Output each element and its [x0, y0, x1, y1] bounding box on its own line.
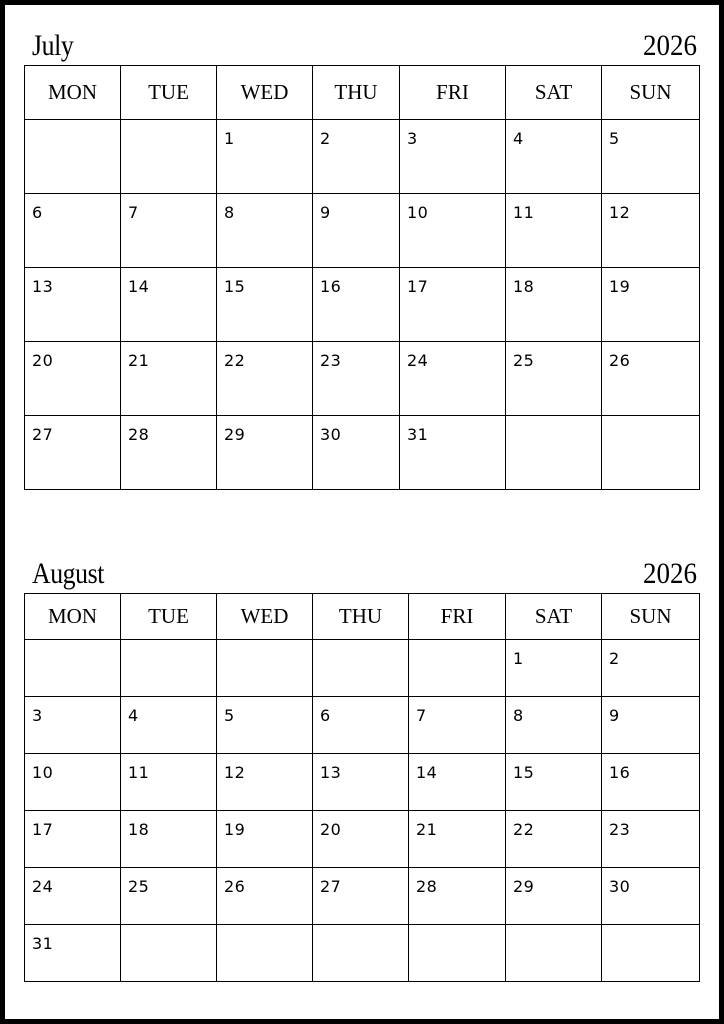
day-number: 13 — [320, 763, 342, 782]
weekday-thu: THU — [313, 66, 400, 120]
day-number: 9 — [609, 706, 620, 725]
empty-day-cell — [602, 416, 700, 490]
day-cell — [217, 868, 313, 925]
day-cell — [217, 120, 313, 194]
day-number: 20 — [320, 820, 342, 839]
day-cell — [506, 754, 602, 811]
calendar-page — [5, 5, 719, 1019]
empty-day-cell — [121, 120, 217, 194]
week-row — [25, 868, 700, 925]
day-cell — [400, 194, 506, 268]
day-number — [121, 120, 216, 129]
week-row — [25, 811, 700, 868]
weekday-fri: FRI — [400, 66, 506, 120]
day-cell — [121, 811, 217, 868]
day-number: 16 — [320, 277, 342, 296]
month-header — [24, 553, 699, 593]
day-cell — [602, 120, 700, 194]
day-number: 29 — [513, 877, 535, 896]
empty-day-cell — [602, 925, 700, 982]
day-cell — [25, 868, 121, 925]
day-cell — [506, 868, 602, 925]
day-number: 20 — [32, 351, 54, 370]
day-number — [25, 120, 120, 129]
day-number: 15 — [224, 277, 246, 296]
day-cell — [121, 268, 217, 342]
week-row — [25, 416, 700, 490]
day-number — [217, 640, 312, 649]
day-cell — [313, 697, 409, 754]
month-year: 2026 — [643, 29, 697, 62]
empty-day-cell — [217, 925, 313, 982]
day-number — [602, 925, 699, 934]
day-number: 12 — [224, 763, 246, 782]
weekday-fri: FRI — [409, 594, 506, 640]
empty-day-cell — [506, 925, 602, 982]
day-number: 21 — [416, 820, 438, 839]
empty-day-cell — [217, 640, 313, 697]
day-number: 19 — [224, 820, 246, 839]
day-cell — [121, 194, 217, 268]
weekday-sat: SAT — [506, 66, 602, 120]
day-cell — [506, 268, 602, 342]
day-cell — [602, 268, 700, 342]
day-cell — [217, 342, 313, 416]
day-number: 17 — [407, 277, 429, 296]
day-number: 14 — [128, 277, 150, 296]
weekday-mon: MON — [25, 594, 121, 640]
empty-day-cell — [313, 640, 409, 697]
day-cell — [313, 754, 409, 811]
day-number: 3 — [32, 706, 43, 725]
day-number: 4 — [128, 706, 139, 725]
day-number: 9 — [320, 203, 331, 222]
day-number: 18 — [513, 277, 535, 296]
day-number: 15 — [513, 763, 535, 782]
day-number — [409, 640, 505, 649]
day-number: 11 — [513, 203, 535, 222]
day-number: 7 — [416, 706, 427, 725]
day-number: 2 — [609, 649, 620, 668]
day-cell — [409, 697, 506, 754]
day-cell — [313, 416, 400, 490]
month-header — [24, 25, 699, 65]
day-cell — [602, 697, 700, 754]
week-row — [25, 697, 700, 754]
month-july — [24, 25, 699, 490]
day-cell — [25, 811, 121, 868]
day-cell — [121, 416, 217, 490]
empty-day-cell — [121, 925, 217, 982]
day-cell — [217, 697, 313, 754]
weekday-sun: SUN — [602, 66, 700, 120]
day-cell — [217, 416, 313, 490]
weekday-mon: MON — [25, 66, 121, 120]
day-number: 5 — [609, 129, 620, 148]
day-cell — [409, 754, 506, 811]
day-number — [313, 640, 408, 649]
day-cell — [400, 120, 506, 194]
day-cell — [400, 416, 506, 490]
empty-day-cell — [409, 925, 506, 982]
day-number: 7 — [128, 203, 139, 222]
day-cell — [217, 194, 313, 268]
day-number: 10 — [32, 763, 54, 782]
day-number: 28 — [128, 425, 150, 444]
day-cell — [121, 342, 217, 416]
day-number — [313, 925, 408, 934]
month-grid — [24, 65, 700, 490]
day-cell — [217, 268, 313, 342]
day-cell — [506, 640, 602, 697]
day-number: 30 — [609, 877, 631, 896]
week-row — [25, 342, 700, 416]
week-row — [25, 925, 700, 982]
empty-day-cell — [506, 416, 602, 490]
day-cell — [506, 342, 602, 416]
day-cell — [409, 868, 506, 925]
day-number: 24 — [407, 351, 429, 370]
month-grid — [24, 593, 700, 982]
day-number: 21 — [128, 351, 150, 370]
day-cell — [313, 342, 400, 416]
week-row — [25, 120, 700, 194]
weekday-header-row — [25, 66, 700, 120]
day-number: 13 — [32, 277, 54, 296]
month-title: July — [32, 29, 74, 62]
weekday-wed: WED — [217, 66, 313, 120]
day-cell — [602, 194, 700, 268]
empty-day-cell — [409, 640, 506, 697]
day-number: 28 — [416, 877, 438, 896]
day-cell — [506, 194, 602, 268]
day-number: 8 — [513, 706, 524, 725]
day-number: 26 — [609, 351, 631, 370]
week-row — [25, 754, 700, 811]
day-number: 23 — [320, 351, 342, 370]
day-cell — [313, 868, 409, 925]
day-cell — [25, 268, 121, 342]
day-number: 8 — [224, 203, 235, 222]
day-number: 14 — [416, 763, 438, 782]
weekday-tue: TUE — [121, 594, 217, 640]
day-cell — [409, 811, 506, 868]
weekday-sat: SAT — [506, 594, 602, 640]
day-cell — [506, 697, 602, 754]
day-cell — [313, 120, 400, 194]
day-number: 17 — [32, 820, 54, 839]
empty-day-cell — [121, 640, 217, 697]
day-number: 2 — [320, 129, 331, 148]
day-number — [506, 925, 601, 934]
empty-day-cell — [25, 120, 121, 194]
day-number: 3 — [407, 129, 418, 148]
day-number: 24 — [32, 877, 54, 896]
weekday-wed: WED — [217, 594, 313, 640]
day-number: 6 — [32, 203, 43, 222]
day-cell — [602, 640, 700, 697]
day-number: 23 — [609, 820, 631, 839]
day-number: 6 — [320, 706, 331, 725]
day-number — [409, 925, 505, 934]
day-cell — [400, 268, 506, 342]
day-number: 19 — [609, 277, 631, 296]
day-number: 29 — [224, 425, 246, 444]
weekday-tue: TUE — [121, 66, 217, 120]
day-cell — [25, 416, 121, 490]
day-number: 1 — [513, 649, 524, 668]
day-cell — [313, 194, 400, 268]
weekday-header-row — [25, 594, 700, 640]
day-number — [506, 416, 601, 425]
weekday-sun: SUN — [602, 594, 700, 640]
day-number: 26 — [224, 877, 246, 896]
day-number: 25 — [513, 351, 535, 370]
day-number: 30 — [320, 425, 342, 444]
weekday-thu: THU — [313, 594, 409, 640]
empty-day-cell — [25, 640, 121, 697]
week-row — [25, 194, 700, 268]
day-number — [121, 640, 216, 649]
empty-day-cell — [313, 925, 409, 982]
day-cell — [602, 868, 700, 925]
day-number: 12 — [609, 203, 631, 222]
day-number: 5 — [224, 706, 235, 725]
day-number: 25 — [128, 877, 150, 896]
day-number: 1 — [224, 129, 235, 148]
day-number — [602, 416, 699, 425]
day-cell — [121, 697, 217, 754]
month-title: August — [32, 557, 104, 590]
day-number: 27 — [32, 425, 54, 444]
day-cell — [506, 811, 602, 868]
day-number: 27 — [320, 877, 342, 896]
week-row — [25, 268, 700, 342]
day-cell — [217, 754, 313, 811]
day-cell — [506, 120, 602, 194]
day-number: 22 — [513, 820, 535, 839]
day-cell — [121, 868, 217, 925]
day-cell — [602, 342, 700, 416]
day-number — [121, 925, 216, 934]
day-cell — [313, 811, 409, 868]
day-number: 10 — [407, 203, 429, 222]
day-number: 31 — [407, 425, 429, 444]
day-number: 18 — [128, 820, 150, 839]
day-number: 22 — [224, 351, 246, 370]
day-number: 11 — [128, 763, 150, 782]
month-year: 2026 — [643, 557, 697, 590]
month-august — [24, 553, 699, 982]
day-cell — [602, 811, 700, 868]
week-row — [25, 640, 700, 697]
day-cell — [602, 754, 700, 811]
day-number: 16 — [609, 763, 631, 782]
day-cell — [25, 754, 121, 811]
day-cell — [25, 697, 121, 754]
day-cell — [313, 268, 400, 342]
day-number: 4 — [513, 129, 524, 148]
day-cell — [25, 194, 121, 268]
day-cell — [25, 925, 121, 982]
day-number — [25, 640, 120, 649]
day-cell — [121, 754, 217, 811]
day-cell — [400, 342, 506, 416]
day-cell — [25, 342, 121, 416]
day-cell — [217, 811, 313, 868]
day-number — [217, 925, 312, 934]
day-number: 31 — [32, 934, 54, 953]
